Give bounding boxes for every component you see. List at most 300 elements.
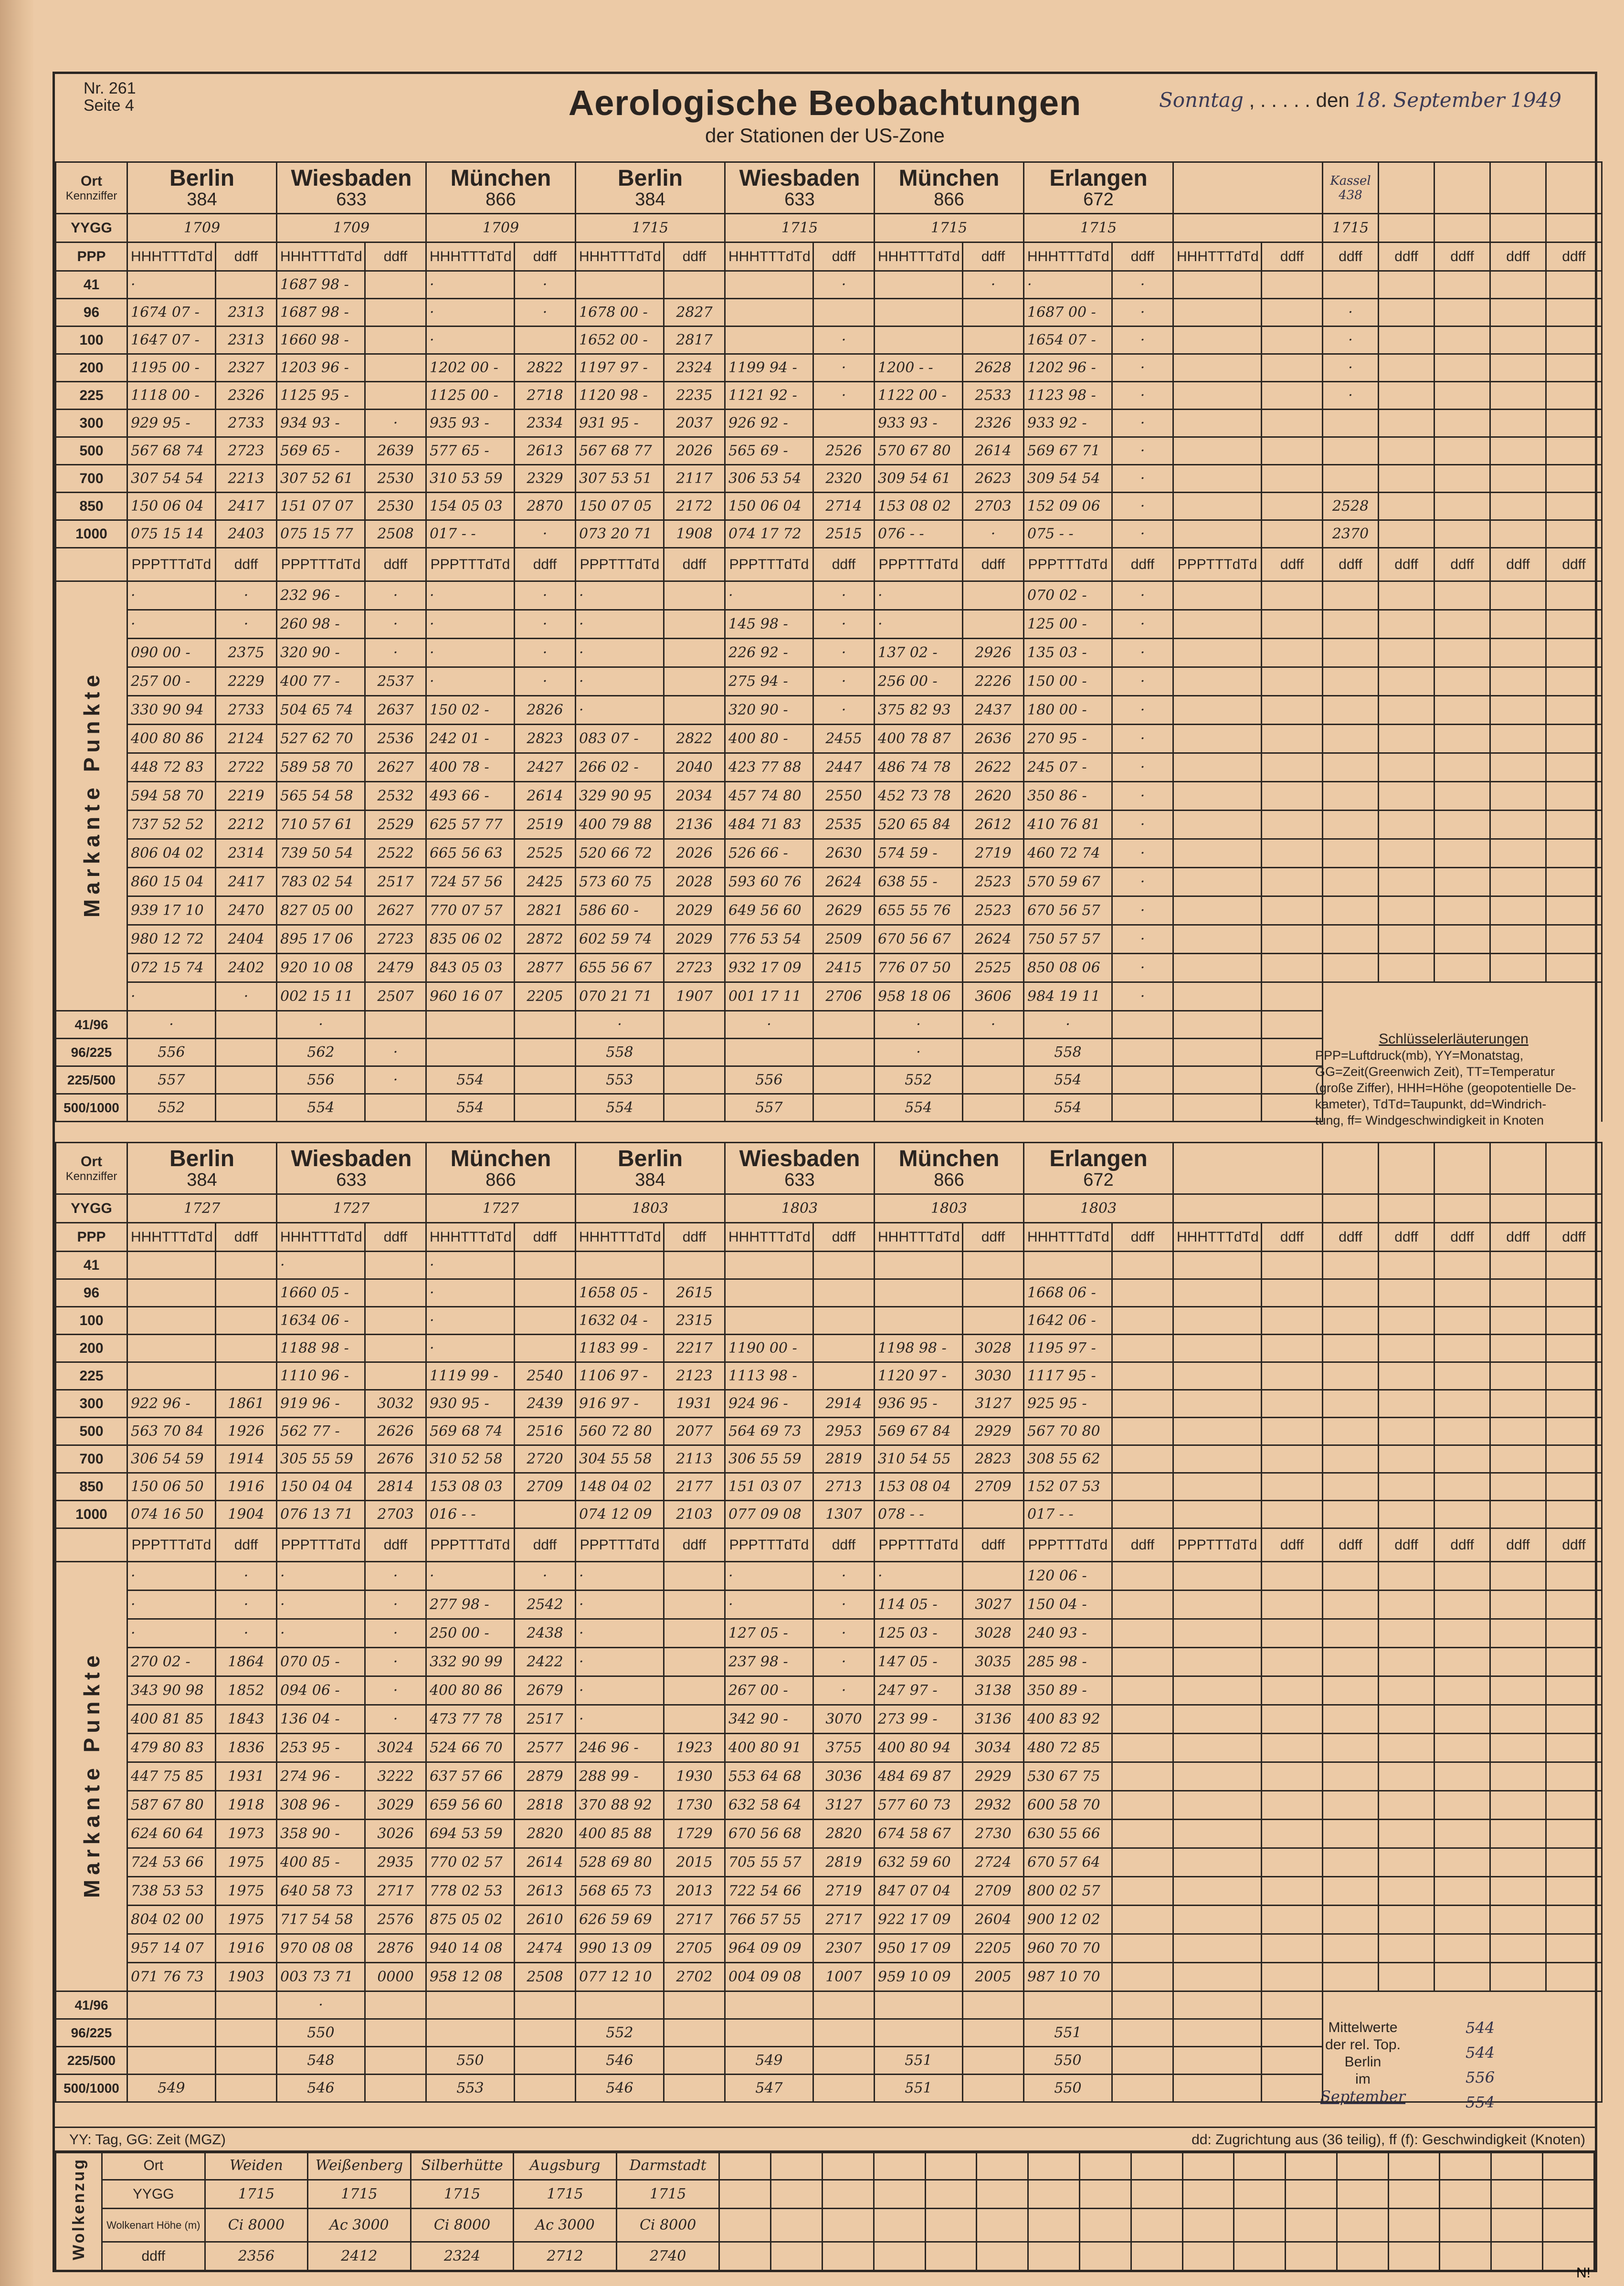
- extra-station-header: [1379, 1143, 1434, 1194]
- level-value: [127, 1362, 216, 1390]
- yygg-value: 1803: [875, 1194, 1024, 1223]
- ppptt-col-label: PPPTTTdTd: [426, 1528, 515, 1562]
- extra-value: [1546, 382, 1602, 410]
- empty-cell: [1546, 1848, 1602, 1877]
- markante-value: 920 10 08: [277, 954, 365, 982]
- mittel-line: Mittelwerte: [1328, 2020, 1398, 2035]
- extra-value: [1490, 354, 1546, 382]
- empty-cell: [1490, 581, 1546, 610]
- markante-value: 804 02 00: [127, 1906, 216, 1934]
- level-value: [1173, 1279, 1262, 1307]
- level-value: 310 53 59: [426, 465, 515, 493]
- markante-value: 343 90 98: [127, 1676, 216, 1705]
- extra-value: [1379, 1252, 1434, 1279]
- markante-value: 565 54 58: [277, 782, 365, 811]
- extra-value: [1379, 1279, 1434, 1307]
- ddff-col-label: ddff: [1323, 242, 1379, 271]
- wolkenzug-row-label: YYGG: [102, 2180, 205, 2209]
- markante-value: ·: [216, 1591, 277, 1619]
- level-value: [875, 327, 963, 354]
- markante-value: 958 12 08: [426, 1963, 515, 1991]
- markante-value: 253 95 -: [277, 1734, 365, 1762]
- extra-value: [1434, 1390, 1490, 1418]
- layer-value: 556: [725, 1066, 813, 1094]
- markante-value: 2614: [515, 782, 576, 811]
- empty-cell: [874, 2151, 925, 2180]
- markante-value: 400 80 -: [725, 725, 813, 753]
- level-value: 1660 05 -: [277, 1279, 365, 1307]
- empty-cell: [1546, 610, 1602, 639]
- markante-value: 2124: [216, 725, 277, 753]
- yygg-value: 1803: [1024, 1194, 1173, 1223]
- markante-value: 530 67 75: [1024, 1762, 1112, 1791]
- layer-value: [216, 1094, 277, 1122]
- yygg-value: 1803: [725, 1194, 875, 1223]
- markante-value: 526 66 -: [725, 839, 813, 868]
- level-value: [813, 299, 875, 327]
- level-value: [1173, 465, 1262, 493]
- level-value: 2623: [963, 465, 1024, 493]
- layer-value: [1112, 1011, 1173, 1039]
- empty-cell: [1490, 811, 1546, 839]
- ddff-col-label: ddff: [813, 1528, 875, 1562]
- level-value: ·: [426, 299, 515, 327]
- markante-value: 246 96 -: [576, 1734, 664, 1762]
- layer-value: [365, 2075, 426, 2102]
- level-value: 2953: [813, 1418, 875, 1445]
- extra-station-header: [1379, 162, 1434, 214]
- extra-value: ·: [1323, 382, 1379, 410]
- layer-value: [664, 2019, 725, 2047]
- markante-value: 2577: [515, 1734, 576, 1762]
- ddff-col-label: ddff: [1434, 548, 1490, 581]
- markante-value: ·: [127, 1619, 216, 1648]
- ddff-col-label: ddff: [1546, 1223, 1602, 1252]
- level-value: [1173, 1307, 1262, 1335]
- markante-value: 277 98 -: [426, 1591, 515, 1619]
- ddff-col-label: ddff: [664, 1528, 725, 1562]
- markante-value: 776 07 50: [875, 954, 963, 982]
- markante-value: ·: [365, 639, 426, 667]
- level-value: 2516: [515, 1418, 576, 1445]
- yygg-value: 1715: [576, 214, 725, 242]
- empty-cell: [771, 2151, 823, 2180]
- markante-value: ·: [1112, 925, 1173, 954]
- station-code: 438: [1339, 188, 1362, 202]
- layer-value: 546: [576, 2075, 664, 2102]
- empty-cell: [1490, 1848, 1546, 1877]
- empty-cell: [977, 2209, 1028, 2242]
- markante-value: 2537: [365, 667, 426, 696]
- empty-cell: [1490, 753, 1546, 782]
- level-value: 1307: [813, 1501, 875, 1528]
- markante-value: ·: [576, 1676, 664, 1705]
- markante-value: [664, 1676, 725, 1705]
- markante-value: 077 12 10: [576, 1963, 664, 1991]
- markante-value: 1836: [216, 1734, 277, 1762]
- markante-value: 2229: [216, 667, 277, 696]
- level-value: 1687 98 -: [277, 299, 365, 327]
- markante-value: 125 00 -: [1024, 610, 1112, 639]
- layer-value: [426, 1039, 515, 1066]
- level-value: ·: [1112, 271, 1173, 299]
- empty-cell: [1323, 696, 1379, 725]
- footer-notes: [55, 2127, 1595, 2153]
- empty-cell: [1434, 1591, 1490, 1619]
- markante-value: 670 56 68: [725, 1820, 813, 1848]
- markante-value: 2610: [515, 1906, 576, 1934]
- level-value: 564 69 73: [725, 1418, 813, 1445]
- page-number-mark: N!: [1576, 2265, 1591, 2281]
- markante-value: 226 92 -: [725, 639, 813, 667]
- markante-value: [1173, 639, 1262, 667]
- markante-value: 2550: [813, 782, 875, 811]
- markante-value: 2730: [963, 1820, 1024, 1848]
- markante-value: 2705: [664, 1934, 725, 1963]
- level-value: [127, 1335, 216, 1362]
- extra-value: [1323, 1252, 1379, 1279]
- markante-value: [1173, 839, 1262, 868]
- level-value: 2914: [813, 1390, 875, 1418]
- extra-value: [1379, 520, 1434, 548]
- ddff-col-label: ddff: [1379, 1528, 1434, 1562]
- extra-value: [1379, 465, 1434, 493]
- markante-value: 2636: [963, 725, 1024, 753]
- extra-value: [1434, 299, 1490, 327]
- level-value: [875, 271, 963, 299]
- level-value: [1173, 382, 1262, 410]
- ddff-col-label: ddff: [216, 1223, 277, 1252]
- markante-value: ·: [365, 1676, 426, 1705]
- station-header: [127, 162, 277, 214]
- level-value: ·: [1112, 382, 1173, 410]
- markante-value: ·: [813, 610, 875, 639]
- ddff-col-label: ddff: [1490, 548, 1546, 581]
- markante-value: 267 00 -: [725, 1676, 813, 1705]
- layer-value: [1173, 2075, 1262, 2102]
- ddff-col-label: ddff: [1323, 1528, 1379, 1562]
- level-value: 1647 07 -: [127, 327, 216, 354]
- markante-value: [664, 1562, 725, 1591]
- markante-value: ·: [576, 696, 664, 725]
- ppptt-col-label: PPPTTTdTd: [875, 1528, 963, 1562]
- layer-value: ·: [725, 1011, 813, 1039]
- wolkenzug-value: 2740: [616, 2242, 719, 2271]
- empty-cell: [1379, 1734, 1434, 1762]
- markante-value: 358 90 -: [277, 1820, 365, 1848]
- markante-value: 486 74 78: [875, 753, 963, 782]
- markante-value: 1007: [813, 1963, 875, 1991]
- empty-cell: [1131, 2209, 1182, 2242]
- empty-cell: [1234, 2151, 1286, 2180]
- hhh-col-label: HHHTTTdTd: [127, 1223, 216, 1252]
- markante-value: [1173, 1963, 1262, 1991]
- markante-value: 2612: [963, 811, 1024, 839]
- station-header: [1173, 1143, 1323, 1194]
- level-value: [1262, 382, 1323, 410]
- markante-value: [1262, 1762, 1323, 1791]
- markante-value: 004 09 08: [725, 1963, 813, 1991]
- level-value: 2714: [813, 493, 875, 520]
- markante-value: 090 00 -: [127, 639, 216, 667]
- extra-value: [1546, 1362, 1602, 1390]
- layer-value: 549: [725, 2047, 813, 2075]
- mittel-value: 544: [1466, 2019, 1495, 2037]
- empty-cell: [1182, 2151, 1234, 2180]
- level-value: 2723: [216, 437, 277, 465]
- station-code: 384: [187, 1169, 217, 1190]
- markante-value: 329 90 95: [576, 782, 664, 811]
- level-value: 567 68 74: [127, 437, 216, 465]
- markante-value: 2879: [515, 1762, 576, 1791]
- layer-value: [963, 1991, 1024, 2019]
- markante-value: 800 02 57: [1024, 1877, 1112, 1906]
- markante-value: ·: [1112, 954, 1173, 982]
- level-value: 309 54 61: [875, 465, 963, 493]
- level-value: 929 95 -: [127, 410, 216, 437]
- level-value: 017 - -: [1024, 1501, 1112, 1528]
- ppptt-col-label: PPPTTTdTd: [127, 548, 216, 581]
- markante-value: ·: [725, 1562, 813, 1591]
- yygg-value: [1434, 1194, 1490, 1223]
- level-value: 1106 97 -: [576, 1362, 664, 1390]
- level-value: ·: [426, 271, 515, 299]
- level-value: 076 - -: [875, 520, 963, 548]
- level-value: [1262, 437, 1323, 465]
- extra-value: [1379, 1445, 1434, 1473]
- extra-value: [1434, 1362, 1490, 1390]
- layer-value: [1262, 1011, 1323, 1039]
- markante-value: 2723: [664, 954, 725, 982]
- layer-value: 562: [277, 1039, 365, 1066]
- level-value: 2615: [664, 1279, 725, 1307]
- level-value: ·: [515, 271, 576, 299]
- layer-value: [515, 2047, 576, 2075]
- level-value: 150 07 05: [576, 493, 664, 520]
- markante-value: ·: [277, 1591, 365, 1619]
- level-value: [1262, 1445, 1323, 1473]
- pressure-level: 500: [56, 437, 127, 465]
- level-value: 148 04 02: [576, 1473, 664, 1501]
- markante-value: 2818: [515, 1791, 576, 1820]
- empty-cell: [1434, 925, 1490, 954]
- extra-value: [1379, 1418, 1434, 1445]
- extra-value: 2528: [1323, 493, 1379, 520]
- extra-value: [1434, 1473, 1490, 1501]
- ddff-col-label: ddff: [1490, 1223, 1546, 1252]
- level-value: 1120 98 -: [576, 382, 664, 410]
- extra-value: ·: [1323, 299, 1379, 327]
- markante-value: 2422: [515, 1648, 576, 1676]
- layer-value: [1262, 1094, 1323, 1122]
- markante-value: [1262, 1877, 1323, 1906]
- empty-cell: [1490, 1648, 1546, 1676]
- empty-cell: [1388, 2180, 1440, 2209]
- markante-value: 847 07 04: [875, 1877, 963, 1906]
- empty-cell: [1028, 2151, 1080, 2180]
- extra-value: [1379, 410, 1434, 437]
- kennziffer-label: Kennziffer: [65, 1169, 117, 1183]
- layer-value: [1262, 1991, 1323, 2019]
- level-value: 936 95 -: [875, 1390, 963, 1418]
- extra-value: [1434, 493, 1490, 520]
- extra-value: [1490, 1418, 1546, 1445]
- markante-value: 1918: [216, 1791, 277, 1820]
- wolkenzug-value: 1715: [411, 2180, 514, 2209]
- level-value: 1123 98 -: [1024, 382, 1112, 410]
- markante-value: 2627: [365, 753, 426, 782]
- markante-value: [664, 1619, 725, 1648]
- level-value: 919 96 -: [277, 1390, 365, 1418]
- level-value: 922 96 -: [127, 1390, 216, 1418]
- empty-cell: [1491, 2209, 1543, 2242]
- empty-cell: [1028, 2209, 1080, 2242]
- level-value: 2508: [365, 520, 426, 548]
- markante-value: 2417: [216, 868, 277, 896]
- markante-value: ·: [813, 1648, 875, 1676]
- yygg-value: [1379, 1194, 1434, 1223]
- markante-value: 150 00 -: [1024, 667, 1112, 696]
- level-value: 2709: [515, 1473, 576, 1501]
- markante-value: 2622: [963, 753, 1024, 782]
- markante-value: [1262, 639, 1323, 667]
- level-value: 307 54 54: [127, 465, 216, 493]
- empty-cell: [1028, 2180, 1080, 2209]
- wolkenzug-value: Ac 3000: [514, 2209, 617, 2242]
- layer-value: [963, 1094, 1024, 1122]
- extra-value: [1434, 354, 1490, 382]
- layer-value: [365, 1991, 426, 2019]
- level-value: [216, 1362, 277, 1390]
- level-value: ·: [1112, 354, 1173, 382]
- level-value: 931 95 -: [576, 410, 664, 437]
- level-value: 074 12 09: [576, 1501, 664, 1528]
- markante-value: 2029: [664, 925, 725, 954]
- layer-value: [664, 1991, 725, 2019]
- level-value: [1173, 299, 1262, 327]
- markante-value: 2425: [515, 868, 576, 896]
- level-value: 1183 99 -: [576, 1335, 664, 1362]
- empty-cell: [1323, 581, 1379, 610]
- markante-value: 958 18 06: [875, 982, 963, 1011]
- markante-value: 2604: [963, 1906, 1024, 1934]
- level-value: 2235: [664, 382, 725, 410]
- layer-value: [515, 1039, 576, 1066]
- markante-value: 2470: [216, 896, 277, 925]
- yygg-value: 1727: [426, 1194, 576, 1223]
- markante-value: [1262, 1791, 1323, 1820]
- empty-cell: [1490, 1762, 1546, 1791]
- markante-value: ·: [813, 1676, 875, 1705]
- markante-value: 070 21 71: [576, 982, 664, 1011]
- wolkenzug-value: Silberhütte: [411, 2151, 514, 2180]
- observation-table-1: [55, 161, 1603, 1122]
- level-value: 2720: [515, 1445, 576, 1473]
- ddff-col-label: ddff: [1490, 242, 1546, 271]
- wolkenzug-value: 1715: [205, 2180, 308, 2209]
- markante-value: [1112, 1848, 1173, 1877]
- markante-value: 970 08 08: [277, 1934, 365, 1963]
- markante-value: 400 80 91: [725, 1734, 813, 1762]
- level-value: ·: [813, 382, 875, 410]
- empty-cell: [1323, 1734, 1379, 1762]
- layer-value: [1173, 2019, 1262, 2047]
- extra-station-header: [1323, 1143, 1379, 1194]
- level-value: [515, 327, 576, 354]
- markante-value: ·: [576, 1705, 664, 1734]
- empty-cell: [1323, 1848, 1379, 1877]
- markante-value: ·: [426, 667, 515, 696]
- markante-value: [1173, 925, 1262, 954]
- empty-cell: [1490, 1734, 1546, 1762]
- level-value: [216, 1307, 277, 1335]
- legend-line: PPP=Luftdruck(mb), YY=Monatstag,: [1315, 1048, 1524, 1063]
- level-value: [1262, 493, 1323, 520]
- markante-value: [1262, 1820, 1323, 1848]
- markante-value: 400 77 -: [277, 667, 365, 696]
- markante-value: 2525: [515, 839, 576, 868]
- empty-cell: [925, 2180, 977, 2209]
- markante-value: [1112, 1820, 1173, 1848]
- markante-value: [1262, 1734, 1323, 1762]
- level-value: 935 93 -: [426, 410, 515, 437]
- markante-value: 3755: [813, 1734, 875, 1762]
- markante-value: 2508: [515, 1963, 576, 1991]
- level-value: [515, 1307, 576, 1335]
- level-value: [963, 1252, 1024, 1279]
- empty-cell: [823, 2209, 874, 2242]
- markante-value: [1112, 1877, 1173, 1906]
- markante-value: 2932: [963, 1791, 1024, 1820]
- markante-value: 350 86 -: [1024, 782, 1112, 811]
- markante-value: [1173, 1562, 1262, 1591]
- empty-cell: [1286, 2242, 1337, 2271]
- ddff-col-label: ddff: [1379, 1223, 1434, 1252]
- extra-value: [1379, 1501, 1434, 1528]
- standard-layer: 41/96: [56, 1011, 127, 1039]
- markante-value: 2205: [515, 982, 576, 1011]
- ppptt-col-label: PPPTTTdTd: [277, 1528, 365, 1562]
- markante-punkte-label: [56, 1562, 127, 1991]
- level-value: 2213: [216, 465, 277, 493]
- markante-value: 448 72 83: [127, 753, 216, 782]
- level-value: 2870: [515, 493, 576, 520]
- markante-value: 670 56 57: [1024, 896, 1112, 925]
- level-value: [1173, 1445, 1262, 1473]
- level-value: [216, 1252, 277, 1279]
- empty-cell: [1434, 1934, 1490, 1963]
- level-value: [576, 1252, 664, 1279]
- extra-station-header: [1434, 162, 1490, 214]
- wolkenzug-value: 2412: [308, 2242, 411, 2271]
- level-value: [813, 1307, 875, 1335]
- level-value: 2526: [813, 437, 875, 465]
- standard-layer: 225/500: [56, 2047, 127, 2075]
- empty-cell: [1546, 1619, 1602, 1648]
- markante-value: 2624: [963, 925, 1024, 954]
- markante-value: 240 93 -: [1024, 1619, 1112, 1648]
- ddff-col-label: ddff: [1379, 548, 1434, 581]
- extra-value: [1323, 410, 1379, 437]
- level-value: 2123: [664, 1362, 725, 1390]
- markante-value: 2219: [216, 782, 277, 811]
- markante-value: 2509: [813, 925, 875, 954]
- markante-value: 3027: [963, 1591, 1024, 1619]
- markante-value: 520 65 84: [875, 811, 963, 839]
- yygg-value: [1546, 1194, 1602, 1223]
- markante-value: 722 54 66: [725, 1877, 813, 1906]
- level-value: [1262, 1252, 1323, 1279]
